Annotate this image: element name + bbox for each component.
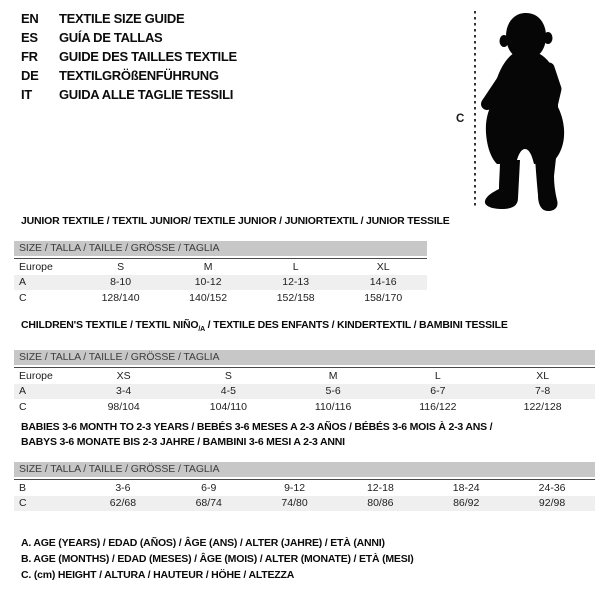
size-value-cell: 158/170 (364, 291, 403, 304)
language-code: ES (21, 30, 38, 45)
note-line: A. AGE (YEARS) / EDAD (AÑOS) / ÂGE (ANS) / ALTER (JAHRE) / ETÀ (ANNI) (21, 537, 385, 549)
size-table-junior (14, 258, 427, 306)
section-title-line: JUNIOR TEXTILE / TEXTIL JUNIOR/ TEXTILE JUNIOR / JUNIORTEXTIL / JUNIOR TESSILE (21, 215, 450, 227)
size-value-cell: L (434, 369, 441, 382)
row-label-cell: A (19, 276, 27, 289)
size-value-cell: M (203, 260, 213, 273)
size-value-cell: 80/86 (367, 497, 394, 510)
size-value-cell: 3-4 (116, 385, 132, 398)
size-value-cell: XL (536, 369, 550, 382)
language-code: IT (21, 87, 32, 102)
language-label: TEXTILGRÖßENFÜHRUNG (59, 68, 219, 83)
section-title-line: CHILDREN'S TEXTILE / TEXTIL $NIÑO_{/A}$ / TEXTILE DES ENFANTS / KINDERTEXTIL / BAMBINI TESSILE (21, 319, 508, 334)
table-row (14, 368, 595, 384)
size-table-babies (14, 479, 595, 511)
language-code: FR (21, 49, 38, 64)
row-label-cell: C (19, 400, 27, 413)
size-value-cell: 128/140 (101, 291, 140, 304)
size-value-cell: 5-6 (325, 385, 341, 398)
note-line: C. (cm) HEIGHT / ALTURA / HAUTEUR / HÖHE / ALTEZZA (21, 569, 295, 581)
size-table-children (14, 367, 595, 415)
row-label-cell: C (19, 291, 27, 304)
size-value-cell: 24-36 (538, 481, 566, 494)
row-label-cell: Europe (19, 260, 53, 273)
notes (21, 535, 414, 583)
size-value-cell: 152/158 (276, 291, 315, 304)
section-title-line: BABYS 3-6 MONATE BIS 2-3 JAHRE / BAMBINI 3-6 MESI A 2-3 ANNI (21, 436, 345, 448)
size-value-cell: 140/152 (189, 291, 228, 304)
row-label-cell: B (19, 481, 27, 494)
size-value-cell: 3-6 (115, 481, 131, 494)
size-value-cell: 7-8 (535, 385, 551, 398)
size-figure (452, 4, 592, 216)
language-label: GUIDA ALLE TAGLIE TESSILI (59, 87, 234, 102)
row-label-cell: A (19, 385, 27, 398)
table-row (14, 399, 595, 415)
size-value-cell: 92/98 (538, 497, 566, 510)
size-value-cell: 86/92 (453, 497, 480, 510)
size-value-cell: 9-12 (284, 481, 306, 494)
size-value-cell: 116/122 (419, 400, 457, 413)
note-line: B. AGE (MONTHS) / EDAD (MESES) / ÂGE (MOIS) / ALTER (MONATE) / ETÀ (MESI) (21, 553, 414, 565)
size-value-cell: 68/74 (195, 497, 222, 510)
language-row (21, 85, 237, 104)
size-value-cell: L (292, 260, 299, 273)
table-row (14, 384, 595, 400)
language-row (21, 9, 237, 28)
size-value-cell: 6-9 (201, 481, 217, 494)
size-value-cell: 74/80 (281, 497, 308, 510)
language-code: DE (21, 68, 39, 83)
size-value-cell: 18-24 (452, 481, 480, 494)
size-value-cell: 104/110 (209, 400, 247, 413)
table-row (14, 290, 427, 306)
table-row (14, 496, 595, 512)
section-title-line: BABIES 3-6 MONTH TO 2-3 YEARS / BEBÉS 3-6 MESES A 2-3 AÑOS / BÉBÉS 3-6 MOIS À 2-3 ANS / (21, 421, 493, 433)
size-header-bar-babies: SIZE / TALLA / TAILLE / GRÖSSE / TAGLIA (14, 462, 595, 477)
table-row (14, 259, 427, 275)
language-label: GUÍA DE TALLAS (59, 30, 163, 45)
size-value-cell: 4-5 (220, 385, 236, 398)
language-row (21, 47, 237, 66)
row-label-cell: C (19, 497, 27, 510)
size-value-cell: 10-12 (194, 276, 222, 289)
row-label-cell: Europe (19, 369, 53, 382)
size-value-cell: M (328, 369, 338, 382)
table-row (14, 275, 427, 291)
size-value-cell: 12-18 (366, 481, 394, 494)
size-value-cell: 6-7 (430, 385, 446, 398)
size-value-cell: 110/116 (314, 400, 352, 413)
size-value-cell: 14-16 (369, 276, 397, 289)
size-header-bar-junior: SIZE / TALLA / TAILLE / GRÖSSE / TAGLIA (14, 241, 427, 256)
babies-size-table-section (14, 462, 595, 511)
figure-height-label: C (456, 113, 465, 125)
children-size-table-section (14, 350, 595, 415)
language-row (21, 28, 237, 47)
language-label: TEXTILE SIZE GUIDE (59, 11, 185, 26)
size-value-cell: 8-10 (110, 276, 132, 289)
size-value-cell: S (117, 260, 125, 273)
size-value-cell: 122/128 (523, 400, 562, 413)
size-value-cell: XS (116, 369, 131, 382)
language-label: GUIDE DES TAILLES TEXTILE (59, 49, 237, 64)
language-code: EN (21, 11, 39, 26)
section-title-children (21, 318, 508, 337)
table-row (14, 480, 595, 496)
size-value-cell: XL (376, 260, 390, 273)
baby-silhouette-icon (485, 13, 564, 211)
language-list (21, 9, 237, 104)
section-title-babies (21, 420, 492, 450)
size-value-cell: 98/104 (107, 400, 140, 413)
section-title-junior (21, 214, 450, 229)
language-row (21, 66, 237, 85)
junior-size-table-section (14, 241, 427, 306)
size-value-cell: 62/68 (109, 497, 137, 510)
size-value-cell: 12-13 (282, 276, 310, 289)
size-header-bar-children: SIZE / TALLA / TAILLE / GRÖSSE / TAGLIA (14, 350, 595, 365)
size-value-cell: S (224, 369, 232, 382)
